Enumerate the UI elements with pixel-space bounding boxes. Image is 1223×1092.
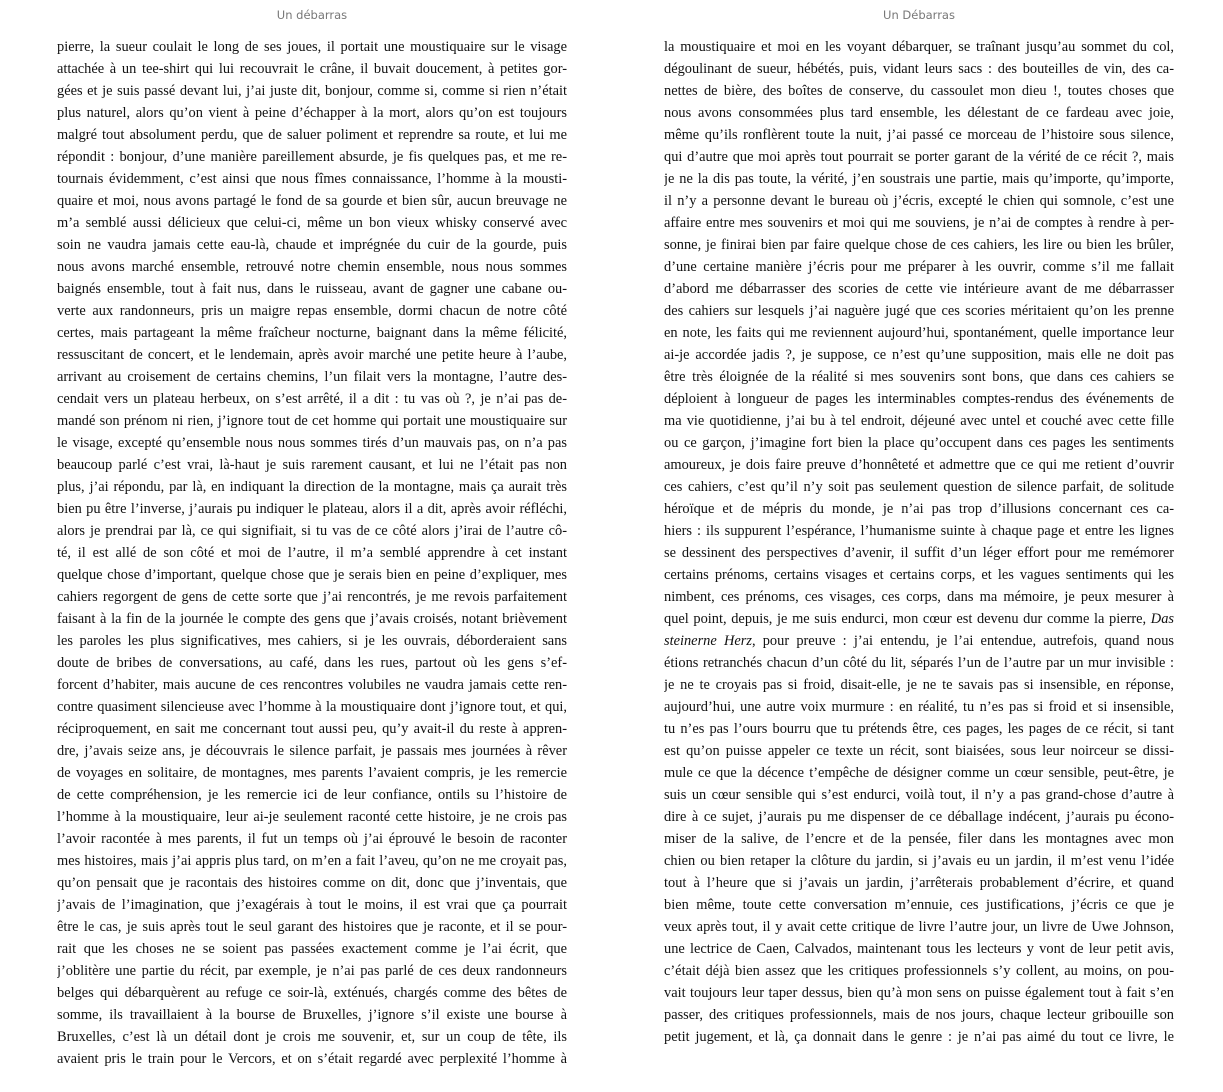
text-line: suis un cœur sensible qui s’est endurci, voilà tout, il n’y a pas grand-chose d’autre à [664,787,1174,803]
text-line: mandé son prénom ni rien, j’ignore tout de cet homme qui portait une moustiquaire sur [57,413,567,429]
text-line: plus naturel, alors qu’on vient à peine d’échapper à la mort, alors qu’on est toujours [57,105,567,121]
text-fragment: , pour preuve : j’ai entendu, je l’ai entendue, autrefois, quand nous [751,633,1174,649]
text-line: étions retranchés chacun d’un côté du lit, séparés l’un de l’autre par un mur invisible : [664,655,1174,671]
right-page [664,0,1174,1092]
text-line: être le cas, je suis après tout le seul garant des histoires que je raconte, et il se pour- [57,919,567,935]
text-line: cahiers regorgent de gens de cette sorte que j’ai rencontrés, je me revois parfaitement [57,589,567,605]
left-page [57,0,567,1092]
text-line: mes histoires, mais j’ai appris plus tard, on m’en a fait l’aveu, qu’on ne me croyait pas, [57,853,567,869]
book-title-italic: steinerne Herz [664,633,752,649]
text-line: rait que les choses ne se soient pas passées exactement comme je l’ai écrit, que [57,941,567,957]
text-line: ces cahiers, c’est qu’il n’y soit pas seulement question de silence parfait, de solitude [664,479,1174,495]
text-line: est qu’on puisse appeler ce texte un récit, sont biaisées, sous leur noirceur se dissi- [664,743,1174,759]
text-line: aujourd’hui, une autre voix murmure : en réalité, tu n’es pas si froid et si insensible, [664,699,1174,715]
text-line: forcent d’habiter, mais aucune de ces rencontres volubiles ne vaudra jamais cette ren- [57,677,567,693]
text-line: avaient pris le train pour le Vercors, et on s’était regardé avec perplexité l’homme à [57,1051,567,1067]
text-line: qu’on pensait que je racontais des histoires comme on dit, donc que j’inventais, que [57,875,567,891]
text-line: j’avais de l’imagination, que j’exagérais à tout le moins, il est vrai que ça pourrait [57,897,567,913]
text-line: affaire entre mes souvenirs et moi qui me souviens, je n’ai de comptes à rendre à per- [664,215,1174,231]
text-line: dire à ce sujet, j’aurais pu me dispenser de ce déballage indécent, j’aurais pu écono- [664,809,1174,825]
text-line: de cette compréhension, je les remercie ici de leur confiance, ontils su l’histoire de [57,787,567,803]
text-line: baignés ensemble, tout à fait nus, dans le ruisseau, avant de gagner une cabane ou- [57,281,567,297]
body-text-left [57,36,567,1070]
text-line: certains prénoms, certains visages et certains corps, et les vagues sentiments qui les [664,567,1174,583]
text-line: nimbent, ces prénoms, ces visages, ces corps, dans ma mémoire, je peux mesurer à [664,589,1174,605]
text-line: Bruxelles, c’est là un détail dont je crois me souvenir, et, sur un coup de tête, ils [57,1029,567,1045]
text-line: té, il est allé de son côté et moi de l’autre, il m’a semblé apprendre à cet instant [57,545,567,561]
text-line: pierre, la sueur coulait le long de ses joues, il portait une moustiquaire sur le visage [57,39,567,55]
text-line: se dessinent des perspectives d’avenir, il suffit d’un léger effort pour me remémorer [664,545,1174,561]
text-line: quaire et moi, nous avons partagé le fond de sa gourde et bien sûr, aucun breuvage ne [57,193,567,209]
text-line: je ne la dis pas toute, la vérité, j’en soustrais une partie, mais qu’importe, qu’importe, [664,171,1174,187]
text-line: arrivant au croisement de certains chemins, l’un filait vers la montagne, l’autre des- [57,369,567,385]
text-line: l’avoir racontée à mes parents, il fut un temps où j’ai éprouvé le besoin de raconter [57,831,567,847]
book-title-italic: Das [1150,611,1174,627]
text-line: m’a semblé aussi délicieux que celui-ci, même un bon vieux whisky conservé avec [57,215,567,231]
text-line: hiers : ils suppurent l’espérance, l’humanisme suinte à chaque page et entre les lignes [664,523,1174,539]
text-line: chien ou bien retaper la clôture du jardin, si j’avais eu un jardin, il m’est venu l’idée [664,853,1174,869]
text-line: alors je prendrai par là, ce qui signifiait, si tu vas de ce côté alors j’irai de l’autre cô- [57,523,567,539]
text-line: être très éloignée de la réalité si mes souvenirs sont bons, que dans ces cahiers se [664,369,1174,385]
text-line: le visage, excepté qu’ensemble nous nous sommes tirés d’un mauvais pas, on n’a pas [57,435,567,451]
text-line: une lectrice de Caen, Calvados, maintenant tous les lecteurs y vont de leur petit avis, [664,941,1174,957]
running-header-left: Un débarras [276,8,348,22]
text-line: qui d’autre que moi après tout pourrait se porter garant de la vérité de ce récit ?, mais [664,149,1174,165]
text-line: miser de la salive, de l’encre et de la pensée, filer dans les montagnes avec mon [664,831,1174,847]
text-line: ou ce garçon, j’imagine fort bien la place qu’occupent dans ces pages les sentiments [664,435,1174,451]
text-line: héroïque et de mépris du monde, je n’ai pas trop d’illusions concernant ces ca- [664,501,1174,517]
text-line: doute de bribes de conversations, au café, dans les rues, partout où les gens s’ef- [57,655,567,671]
text-line: dégoulinant de sueur, hébétés, puis, vidant leurs sacs : des bouteilles de vin, des ca- [664,61,1174,77]
text-line: ma vie quotidienne, j’ai bu à tel endroit, déjeuné avec untel et couché avec cette fille [664,413,1174,429]
text-line: beaucoup parlé c’est vrai, là-haut je suis rarement causant, et lui ne l’était pas non [57,457,567,473]
text-line: soin ne vaudra jamais cette eau-là, chaude et imprégnée du cuir de la gourde, puis [57,237,567,253]
text-line: vait toujours leur taper dessus, bien qu’à mon sens on puisse également tout à fait s’en [664,985,1174,1001]
text-line: la moustiquaire et moi en les voyant débarquer, se traînant jusqu’au sommet du col, [664,39,1174,55]
text-line: je ne te croyais pas si froid, disait-elle, je ne te savais pas si insensible, en réponse, [664,677,1174,693]
text-line: il n’y a personne devant le bureau où j’écris, excepté le chien qui somnole, c’est une [664,193,1174,209]
text-line: ressuscitant de concert, et le lendemain, après avoir marché une petite heure à l’aube, [57,347,567,363]
text-line [664,630,1174,652]
text-line: c’était déjà bien assez que les critiques professionnels s’y collent, au moins, on pou- [664,963,1174,979]
text-line: déploient à longueur de pages les interminables comptes-rendus des événements de [664,391,1174,407]
text-line: nettes de bière, des boîtes de conserve, du cassoulet mon dieu !, toutes choses que [664,83,1174,99]
text-line: tout à l’heure que si j’avais un jardin, j’arrêterais probablement d’écrire, et quand [664,875,1174,891]
text-line: certes, mais partageant la même fraîcheur nocturne, baignant dans la même félicité, [57,325,567,341]
text-line: passer, des critiques professionnels, mais de nos jours, chaque lecteur gribouille son [664,1007,1174,1023]
text-line: dre, j’avais seize ans, je découvrais le silence parfait, je passais mes journées à rêver [57,743,567,759]
text-line: d’abord me débarrasser des scories de cette vie intérieure avant de me débarrasser [664,281,1174,297]
text-line: bien pu être l’inverse, j’aurais pu indiquer le plateau, alors il a dit, après avoir réfléchi, [57,501,567,517]
text-line: malgré tout absolument perdu, que de saluer poliment et reprendre sa route, et lui me [57,127,567,143]
text-line: attachée à un tee-shirt qui lui recouvrait le crâne, il buvait doucement, à petites gor- [57,61,567,77]
text-line: nous avons consommées plus tard ensemble, les délestant de ce fardeau avec joie, [664,105,1174,121]
text-line: des cahiers sur lesquels j’ai naguère jugé que ces scories méritaient qu’on les prenne [664,303,1174,319]
text-line: répondit : bonjour, d’une manière pareillement absurde, je fis quelques pas, et me re- [57,149,567,165]
text-line: même qu’ils ronflèrent toute la nuit, j’ai passé ce morceau de l’histoire sous silence, [664,127,1174,143]
text-line: tournais évidemment, c’est ainsi que nous fîmes connaissance, l’homme à la mousti- [57,171,567,187]
text-line: veux après tout, il y avait cette critique de livre l’autre jour, un livre de Uwe Johnson, [664,919,1174,935]
text-line: petit jugement, et là, ça donnait dans le genre : je n’ai pas aimé du tout ce livre, le [664,1029,1174,1045]
text-line: gées et je suis passé devant lui, j’ai juste dit, bonjour, comme si, comme si rien n’était [57,83,567,99]
text-line: d’une certaine manière j’écris pour me préparer à les ouvrir, comme s’il me fallait [664,259,1174,275]
text-line: quel point, depuis, je me suis endurci, mon cœur est devenu dur comme la pierre, Das [664,611,1174,627]
text-line: l’homme à la moustiquaire, leur ai-je seulement raconté cette histoire, je ne crois pas [57,809,567,825]
text-line: tu n’es pas l’ours bourru que tu prétends être, ces pages, les pages de ce récit, si tant [664,721,1174,737]
text-line: cendait vers un plateau herbeux, on s’est arrêté, il a dit : tu vas où ?, je n’ai pas de- [57,391,567,407]
text-line: les paroles les plus significatives, mes cahiers, si je les ouvrais, déborderaient sans [57,633,567,649]
text-line: bien même, toute cette conversation m’ennuie, ces justifications, j’écris ce que je [664,897,1174,913]
text-line: j’oblitère une partie du récit, par exemple, je n’ai pas parlé de ces deux randonneurs [57,963,567,979]
text-line: en note, les faits qui me reviennent aujourd’hui, spontanément, quelle importance leur [664,325,1174,341]
text-line: ai-je accordée jadis ?, je suppose, ce n’est qu’une supposition, mais elle ne doit pas [664,347,1174,363]
text-line: verte aux randonneurs, pris un maigre repas ensemble, dormi chacun de notre côté [57,303,567,319]
text-line: de voyages en solitaire, de montagnes, mes parents l’avaient compris, je les remercie [57,765,567,781]
text-line: faisant à la fin de la journée le compte des gens que j’avais croisés, notant brièvement [57,611,567,627]
text-line: contre quasiment silencieuse avec l’homme à la moustiquaire dont j’ignore tout, et qui, [57,699,567,715]
text-line: amoureux, je dois faire preuve d’honnêteté et admettre que ce qui me retient d’ouvrir [664,457,1174,473]
text-line: réciproquement, en sait me concernant tout aussi peu, qu’y avait-il du reste à appren- [57,721,567,737]
text-line: plus, j’ai répondu, par là, en indiquant la direction de la montagne, mais ça aurait très [57,479,567,495]
text-line: belges qui débarquèrent au refuge ce soir-là, exténués, chargés comme des bêtes de [57,985,567,1001]
text-line: mule ce que la décence t’empêche de désigner comme un cœur sensible, peut-être, je [664,765,1174,781]
text-line [664,1048,1174,1070]
text-line: nous avons marché ensemble, retrouvé notre chemin ensemble, nous nous sommes [57,259,567,275]
text-line: quelque chose d’important, quelque chose que je serais bien en peine d’expliquer, mes [57,567,567,583]
text-line: sonne, je finirai bien par faire quelque chose de ces cahiers, les lire ou bien les brûler, [664,237,1174,253]
text-line: somme, ils travaillaient à la bourse de Bruxelles, j’ignore s’il existe une bourse à [57,1007,567,1023]
body-text-right [664,36,1174,1070]
running-header-right: Un Débarras [883,8,955,22]
